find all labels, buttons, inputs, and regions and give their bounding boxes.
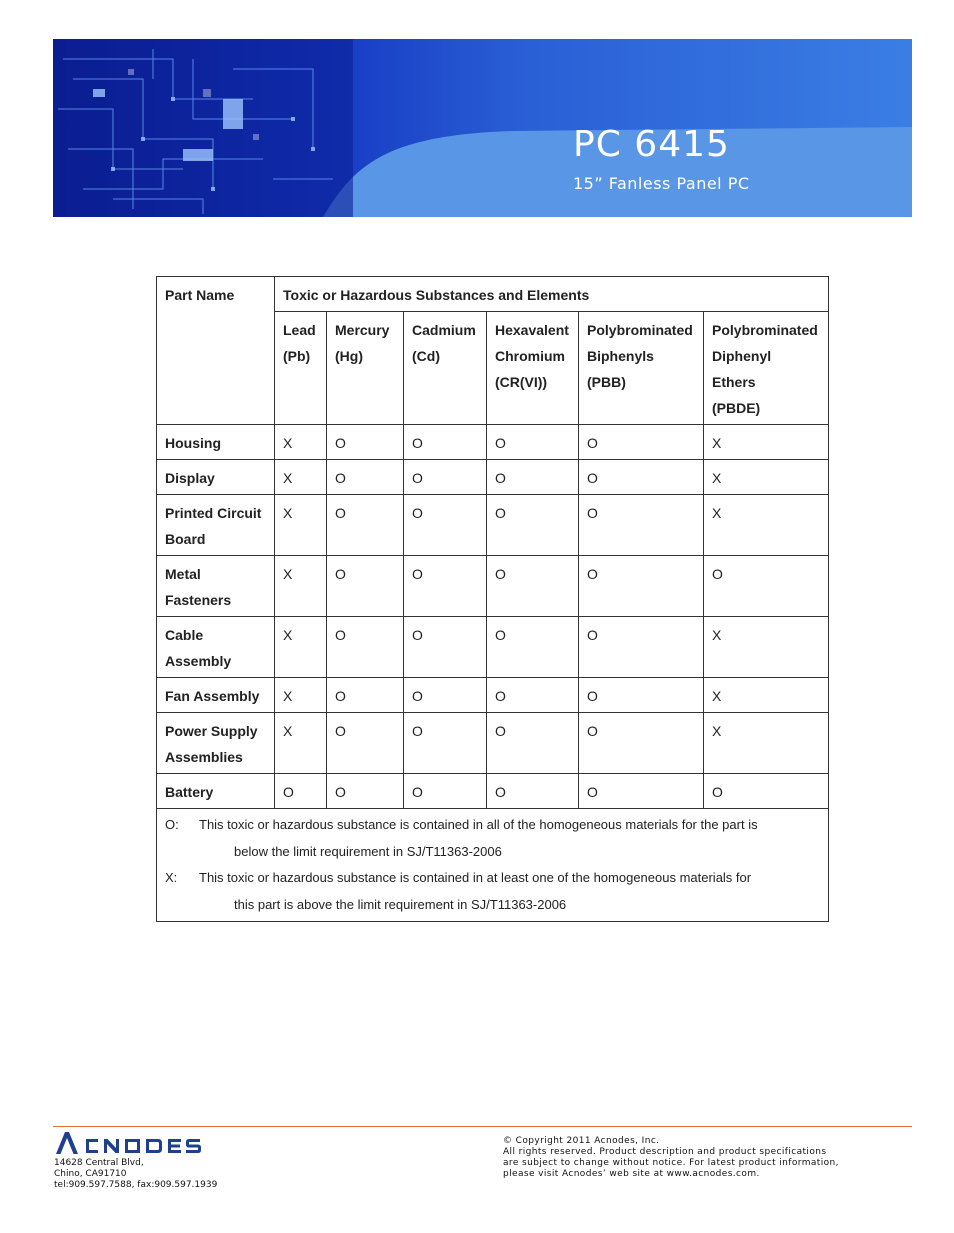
substance-header [327,312,404,425]
table-row [157,713,829,774]
substance-header-line: Diphenyl [712,348,772,364]
substance-mark-cell: X [275,556,327,617]
substance-mark-cell: O [487,556,579,617]
part-name-line: Assemblies [165,749,243,765]
part-name-cell [157,713,275,774]
substance-mark-cell: O [327,713,404,774]
substance-header-line: Hexavalent [495,322,569,338]
table-row [157,460,829,495]
substance-mark-cell: X [275,617,327,678]
header-banner [53,39,912,217]
substance-header [275,312,327,425]
substance-mark-cell: O [327,495,404,556]
substance-mark-cell: X [704,460,829,495]
part-name-line: Metal [165,566,201,582]
substance-header-line: Mercury [335,322,390,338]
substance-header-line: Lead [283,322,316,338]
copyright-notice [503,1136,839,1180]
part-name-cell [157,556,275,617]
substance-mark-cell: O [327,425,404,460]
page-title: PC 6415 [573,124,730,165]
company-address [54,1158,217,1191]
substance-mark-cell: O [327,774,404,809]
circuit-board-image [53,39,353,217]
substance-header [404,312,487,425]
table-row [157,425,829,460]
substance-mark-cell: O [579,556,704,617]
legend-text: This toxic or hazardous substance is contained in at least one of the homogeneous materials for [199,870,752,885]
copyright-line: please visit Acnodes’ web site at www.acnodes.com. [503,1169,760,1179]
substance-mark-cell: O [704,774,829,809]
substance-mark-cell: X [275,678,327,713]
substance-mark-cell: X [704,495,829,556]
substance-mark-cell: O [487,425,579,460]
substance-mark-cell: O [404,774,487,809]
substance-mark-cell: O [579,678,704,713]
substance-mark-cell: X [275,495,327,556]
legend-key: X: [165,870,178,885]
substance-mark-cell: O [327,617,404,678]
substance-mark-cell: X [275,460,327,495]
substance-mark-cell: O [579,425,704,460]
substance-mark-cell: O [487,617,579,678]
substance-mark-cell: O [327,460,404,495]
part-name-line: Housing [165,435,221,451]
substance-mark-cell: O [487,774,579,809]
legend-text-continued: below the limit requirement in SJ/T11363-2006 [234,843,502,859]
table-row [157,617,829,678]
acnodes-logo [54,1130,210,1156]
substance-mark-cell: O [579,460,704,495]
substance-mark-cell: O [487,713,579,774]
substance-header-line: (PBB) [587,374,626,390]
legend-text-continued: this part is above the limit requirement in SJ/T11363-2006 [234,896,567,912]
substance-header-line: Ethers [712,374,756,390]
substance-mark-cell: O [487,495,579,556]
copyright-line: © Copyright 2011 Acnodes, Inc. [503,1136,660,1146]
substance-mark-cell: O [487,460,579,495]
table-body [157,277,829,922]
part-name-line: Board [165,531,206,547]
table-row [157,678,829,713]
substance-mark-cell: X [704,713,829,774]
substance-mark-cell: O [404,713,487,774]
table-row [157,495,829,556]
part-name-cell [157,425,275,460]
substance-mark-cell: O [704,556,829,617]
substance-mark-cell: O [579,713,704,774]
substance-header-line: Chromium [495,348,565,364]
substance-mark-cell: O [327,678,404,713]
substance-mark-cell: O [404,495,487,556]
table-row [157,556,829,617]
part-name-line: Battery [165,784,214,800]
copyright-line: are subject to change without notice. For latest product information, [503,1158,839,1168]
substance-mark-cell: O [404,460,487,495]
substance-header [487,312,579,425]
part-name-line: Display [165,470,215,486]
substance-header-line: Polybrominated [712,322,818,338]
address-line: tel:909.597.7588, fax:909.597.1939 [54,1180,218,1190]
part-name-line: Cable [165,627,204,643]
substance-header-line: Biphenyls [587,348,654,364]
legend-note [165,865,820,892]
substance-mark-cell: O [404,425,487,460]
part-name-cell [157,495,275,556]
substance-mark-cell: O [487,678,579,713]
substance-mark-cell: O [579,617,704,678]
substance-mark-cell: X [275,713,327,774]
substance-mark-cell: X [275,425,327,460]
substance-mark-cell: O [404,678,487,713]
page-subtitle: 15” Fanless Panel PC [573,174,750,193]
substance-header-line: (Pb) [283,348,311,364]
substance-mark-cell: O [327,556,404,617]
substance-header [579,312,704,425]
part-name-cell [157,774,275,809]
substance-mark-cell: O [579,774,704,809]
copyright-line: All rights reserved. Product description and product specifications [503,1147,827,1157]
part-name-cell [157,678,275,713]
substance-header-line: Polybrominated [587,322,693,338]
address-line: 14628 Central Blvd, [54,1158,144,1168]
part-name-line: Printed Circuit [165,505,262,521]
substances-group-header: Toxic or Hazardous Substances and Elements [275,277,829,312]
part-name-line: Fasteners [165,592,232,608]
substance-mark-cell: O [275,774,327,809]
part-name-cell [157,617,275,678]
legend-key: O: [165,817,179,832]
table-row [157,774,829,809]
part-name-line: Fan Assembly [165,688,260,704]
address-line: Chino, CA91710 [54,1169,127,1179]
substance-mark-cell: O [404,556,487,617]
part-name-line: Power Supply [165,723,258,739]
part-name-cell [157,460,275,495]
substance-mark-cell: X [704,425,829,460]
hazardous-substances-table-container [156,276,829,922]
legend-text: This toxic or hazardous substance is contained in all of the homogeneous materials for the part is [199,817,758,832]
substance-header-line: (CR(VI)) [495,374,548,390]
substance-header-line: Cadmium [412,322,476,338]
substance-header-line: (PBDE) [712,400,761,416]
substance-header-line: (Hg) [335,348,363,364]
substance-header-line: (Cd) [412,348,440,364]
table-header-row [157,277,829,312]
legend-notes [157,809,829,922]
legend-note [165,812,820,839]
substance-header [704,312,829,425]
substance-mark-cell: X [704,617,829,678]
footer-divider [53,1126,912,1127]
hazardous-substances-table [156,276,829,922]
substance-mark-cell: O [404,617,487,678]
substance-mark-cell: X [704,678,829,713]
part-name-line: Assembly [165,653,232,669]
substance-mark-cell: O [579,495,704,556]
part-name-header: Part Name [157,277,275,425]
notes-row [157,809,829,922]
